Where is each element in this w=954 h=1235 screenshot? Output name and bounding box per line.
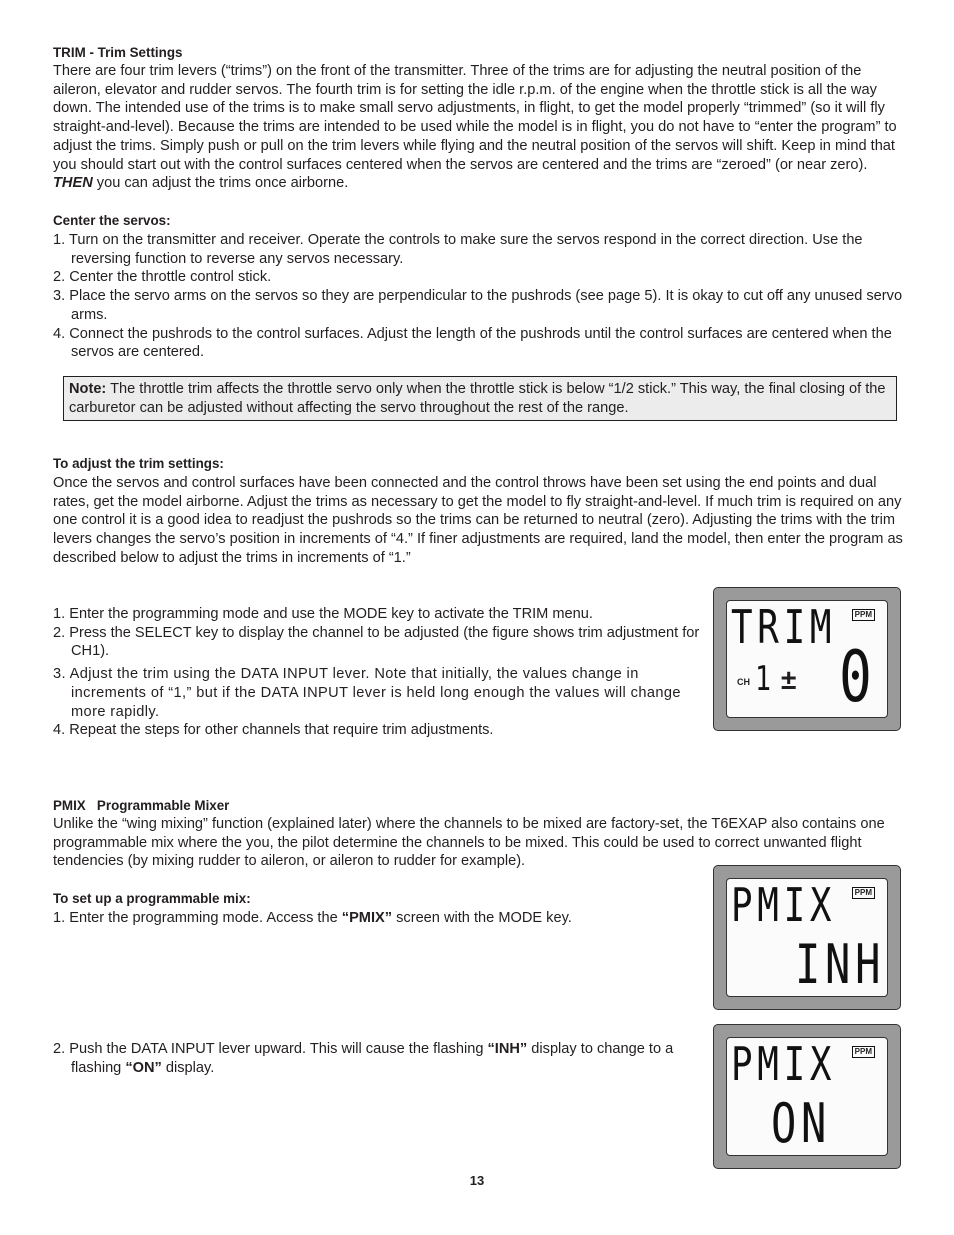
list-item: 4. Repeat the steps for other channels that require trim adjustments. — [53, 722, 494, 739]
pmix-step-2-on: “ON” — [125, 1059, 162, 1076]
lcd-screen — [726, 600, 888, 718]
note-box — [63, 376, 897, 421]
pmix-step-2-inh: “INH” — [487, 1041, 528, 1057]
adjust-trim-body: Once the servos and control surfaces have been connected and the control throws have been set using the end points and dual rates, get the model airborne. Adjust the trims as necessary to get the model to fly straight-and-level. If much trim is required on any one control it is a good idea to readjust the pushrods so the trims can be returned to neutral (zero). Adjusting the trims with the trim levers changes the servo’s position in increments of “4.” If finer adjustments are required, land the model, then enter the program as described below to adjust the trims in increments of “1.” — [53, 475, 903, 566]
center-servos-heading: Center the servos: — [53, 213, 171, 228]
pmix-step-2-text: 2. Push the DATA INPUT lever upward. This will cause the flashing — [53, 1041, 488, 1057]
pmix-step-1-text: 1. Enter the programming mode. Access the — [53, 910, 342, 926]
pmix-heading-title: Programmable Mixer — [96, 798, 230, 813]
channel-number: 1 — [755, 659, 776, 699]
mix-status-value: ON — [771, 1092, 832, 1155]
channel-label: CH — [737, 677, 750, 687]
lcd-title: PMIX — [731, 878, 837, 932]
adjust-trim-steps — [53, 605, 701, 740]
trim-intro-end: you can adjust the trims once airborne. — [92, 175, 349, 192]
trim-intro-text: There are four trim levers (“trims”) on the front of the transmitter. Three of the trims are for adjusting the neutral position of the aileron, elevator and rudder servos. The fourth trim is for setting the idle r.p.m. of the engine when the throttle stick is all the way down. The intended use of the trims is to make small servo adjustments, in flight, to get the model properly “trimmed” (so it will fly straight-and-level). Because the trims are intended to be used while the model is in flight, you do not have to “enter the program” to adjust the trims. Simply push or pull on the trim levers while flying and the neutral position of the servos will shift. Keep in mind that you should start out with the control surfaces centered when the servos are centered and the trims are “zeroed” (or near zero). — [53, 63, 897, 173]
pmix-setup-heading: To set up a programmable mix: — [53, 891, 251, 906]
ppm-badge: PPM — [852, 609, 875, 621]
note-text: The throttle trim affects the throttle servo only when the throttle stick is below “1/2 stick.” This way, the final closing of the carburetor can be adjusted without affecting the servo throughout the rest of the range. — [69, 381, 886, 416]
pmix-step-2-mid: display to change to a flashing — [71, 1041, 674, 1076]
mix-status-value: INH — [795, 933, 886, 996]
trim-value: 0 — [839, 636, 877, 718]
list-item: 1. Turn on the transmitter and receiver. Operate the controls to make sure the servos respond in the correct direction. Use the reversing function to reverse any servos necessary. — [53, 232, 863, 267]
ppm-badge: PPM — [852, 887, 875, 899]
lcd-pmix-on-display — [713, 1024, 901, 1169]
pmix-step-2 — [53, 1040, 711, 1077]
trim-intro-then: THEN — [53, 175, 93, 192]
pmix-heading — [53, 797, 229, 816]
lcd-pmix-inh-display — [713, 865, 901, 1010]
page-number: 13 — [469, 1173, 485, 1188]
pmix-step-1 — [53, 909, 693, 928]
pmix-body: Unlike the “wing mixing” function (explained later) where the channels to be mixed are factory-set, the T6EXAP also contains one programmable mix where the you, the pilot determine the channels to be mixed. This could be used to correct unwanted flight tendencies (by mixing rudder to aileron, or aileron to rudder for example). — [53, 816, 885, 870]
list-item: 2. Press the SELECT key to display the channel to be adjusted (the figure shows trim adjustment for CH1). — [53, 624, 700, 660]
pmix-step-2-end: display. — [161, 1059, 215, 1076]
list-item: 3. Place the servo arms on the servos so they are perpendicular to the pushrods (see page 5). It is okay to cut off any unused servo arms. — [53, 288, 903, 323]
pmix-step-1-end: screen with the MODE key. — [392, 910, 572, 926]
list-item: 4. Connect the pushrods to the control surfaces. Adjust the length of the pushrods until the control surfaces are centered when the servos are centered. — [53, 325, 892, 361]
sign-indicator: ± — [781, 664, 797, 695]
list-item: 2. Center the throttle control stick. — [53, 269, 272, 286]
pmix-heading-code: PMIX — [53, 798, 86, 813]
pmix-step-1-key: “PMIX” — [341, 910, 393, 926]
trim-intro — [53, 62, 903, 193]
trim-heading: TRIM - Trim Settings — [53, 45, 183, 60]
list-item: 1. Enter the programming mode and use the MODE key to activate the TRIM menu. — [53, 606, 593, 622]
lcd-screen — [726, 1037, 888, 1156]
note-label: Note: — [69, 381, 107, 397]
lcd-screen — [726, 878, 888, 997]
ppm-badge: PPM — [852, 1046, 875, 1058]
center-servos-list — [53, 231, 903, 362]
lcd-trim-display — [713, 587, 901, 731]
lcd-title: TRIM — [731, 600, 837, 654]
lcd-title: PMIX — [731, 1037, 837, 1091]
adjust-trim-heading: To adjust the trim settings: — [53, 456, 224, 471]
list-item: 3. Adjust the trim using the DATA INPUT lever. Note that initially, the values change in increments of “1,” but if the DATA INPUT lever is held long enough the values will change more rapidly. — [53, 666, 681, 720]
